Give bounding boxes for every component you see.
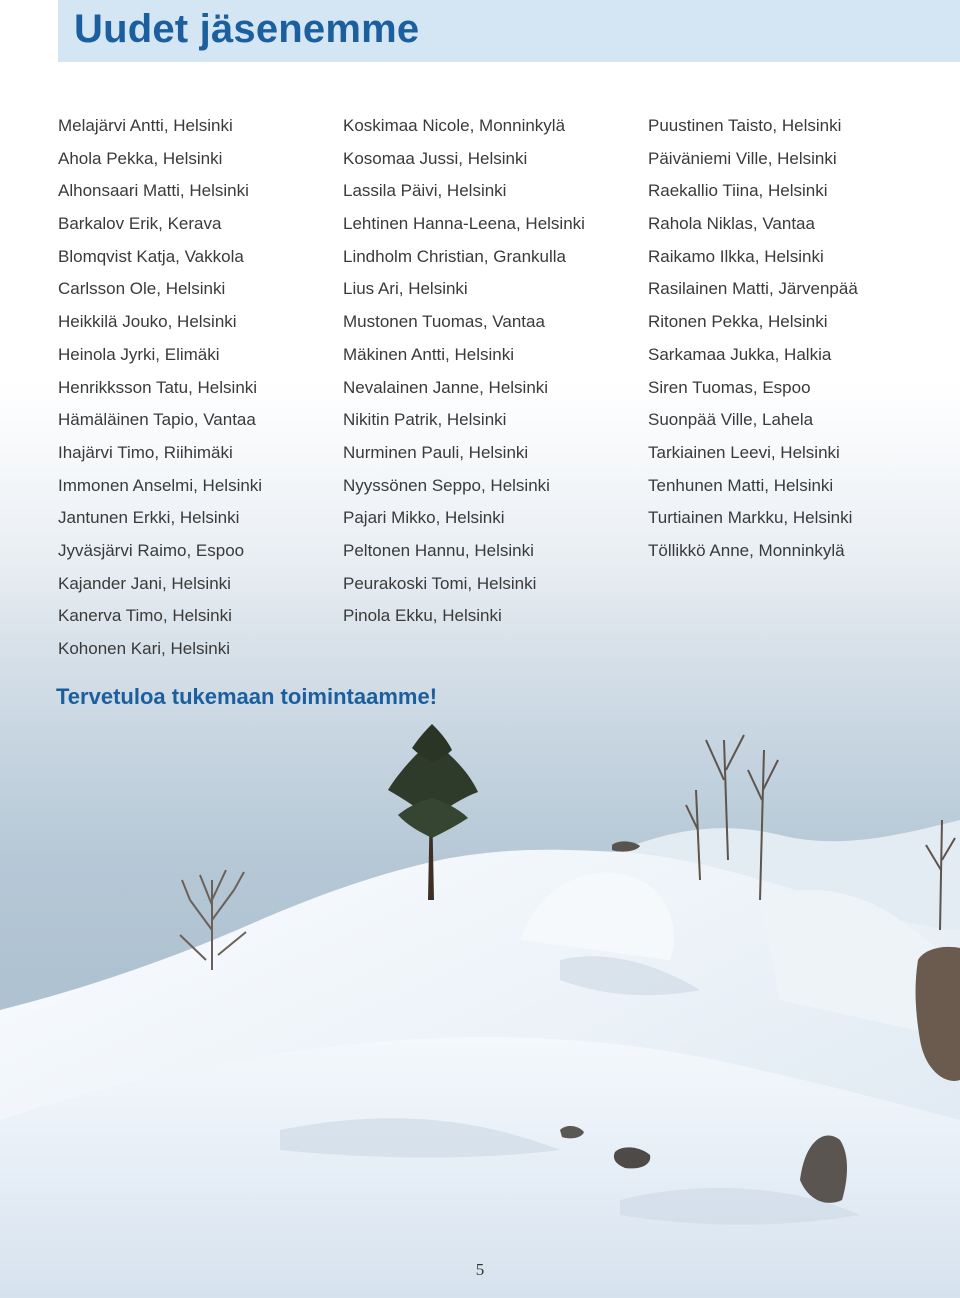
member-name: Päiväniemi Ville, Helsinki [648, 148, 837, 168]
member-name: Jyväsjärvi Raimo, Espoo [58, 540, 245, 560]
welcome-message: Tervetuloa tukemaan toimintaamme! [56, 684, 438, 709]
member-name: Hämäläinen Tapio, Vantaa [58, 410, 256, 430]
member-name: Koskimaa Nicole, Monninkylä [343, 116, 566, 135]
member-name: Puustinen Taisto, Helsinki [648, 116, 842, 135]
member-name: Tenhunen Matti, Helsinki [648, 475, 834, 495]
member-name: Kosomaa Jussi, Helsinki [343, 148, 528, 168]
members-column-2 [343, 110, 585, 633]
member-name: Rasilainen Matti, Järvenpää [648, 279, 858, 299]
member-name: Peurakoski Tomi, Helsinki [343, 573, 537, 593]
members-column-1 [58, 110, 262, 666]
member-name: Kanerva Timo, Helsinki [58, 606, 232, 626]
member-name: Kajander Jani, Helsinki [58, 573, 231, 593]
member-name: Nikitin Patrik, Helsinki [343, 410, 507, 430]
page-title: Uudet jäsenemme [74, 7, 420, 51]
member-name: Pinola Ekku, Helsinki [343, 606, 502, 626]
member-name: Heinola Jyrki, Elimäki [58, 344, 220, 364]
member-name: Suonpää Ville, Lahela [648, 410, 814, 430]
member-name: Lindholm Christian, Grankulla [343, 246, 566, 266]
member-name: Pajari Mikko, Helsinki [343, 508, 505, 528]
page-number: 5 [475, 1260, 485, 1279]
member-name: Kohonen Kari, Helsinki [58, 639, 230, 658]
member-name: Ahola Pekka, Helsinki [58, 148, 223, 168]
member-name: Lassila Päivi, Helsinki [343, 181, 507, 201]
member-name: Mäkinen Antti, Helsinki [343, 344, 515, 364]
member-name: Töllikkö Anne, Monninkylä [648, 540, 845, 560]
member-name: Melajärvi Antti, Helsinki [58, 116, 233, 135]
member-name: Immonen Anselmi, Helsinki [58, 475, 263, 495]
member-name: Alhonsaari Matti, Helsinki [58, 181, 249, 201]
member-name: Raikamo Ilkka, Helsinki [648, 246, 824, 266]
member-name: Carlsson Ole, Helsinki [58, 279, 226, 299]
member-name: Raekallio Tiina, Helsinki [648, 181, 828, 201]
member-name: Lius Ari, Helsinki [343, 279, 468, 299]
member-name: Blomqvist Katja, Vakkola [58, 246, 244, 266]
member-name: Peltonen Hannu, Helsinki [343, 540, 534, 560]
member-name: Henrikksson Tatu, Helsinki [58, 377, 258, 397]
member-name: Turtiainen Markku, Helsinki [648, 508, 853, 528]
member-name: Lehtinen Hanna-Leena, Helsinki [343, 214, 585, 234]
member-name: Sarkamaa Jukka, Halkia [648, 344, 832, 364]
member-name: Nevalainen Janne, Helsinki [343, 377, 549, 397]
member-name: Jantunen Erkki, Helsinki [58, 508, 240, 528]
member-name: Nurminen Pauli, Helsinki [343, 442, 529, 462]
member-name: Nyyssönen Seppo, Helsinki [343, 475, 550, 495]
member-name: Heikkilä Jouko, Helsinki [58, 312, 237, 332]
members-column-3 [648, 110, 858, 568]
member-name: Ritonen Pekka, Helsinki [648, 312, 828, 332]
member-name: Tarkiainen Leevi, Helsinki [648, 442, 840, 462]
member-name: Barkalov Erik, Kerava [58, 214, 222, 234]
member-name: Siren Tuomas, Espoo [648, 377, 811, 397]
member-name: Rahola Niklas, Vantaa [648, 214, 815, 234]
member-name: Ihajärvi Timo, Riihimäki [58, 442, 233, 462]
member-name: Mustonen Tuomas, Vantaa [343, 312, 545, 332]
